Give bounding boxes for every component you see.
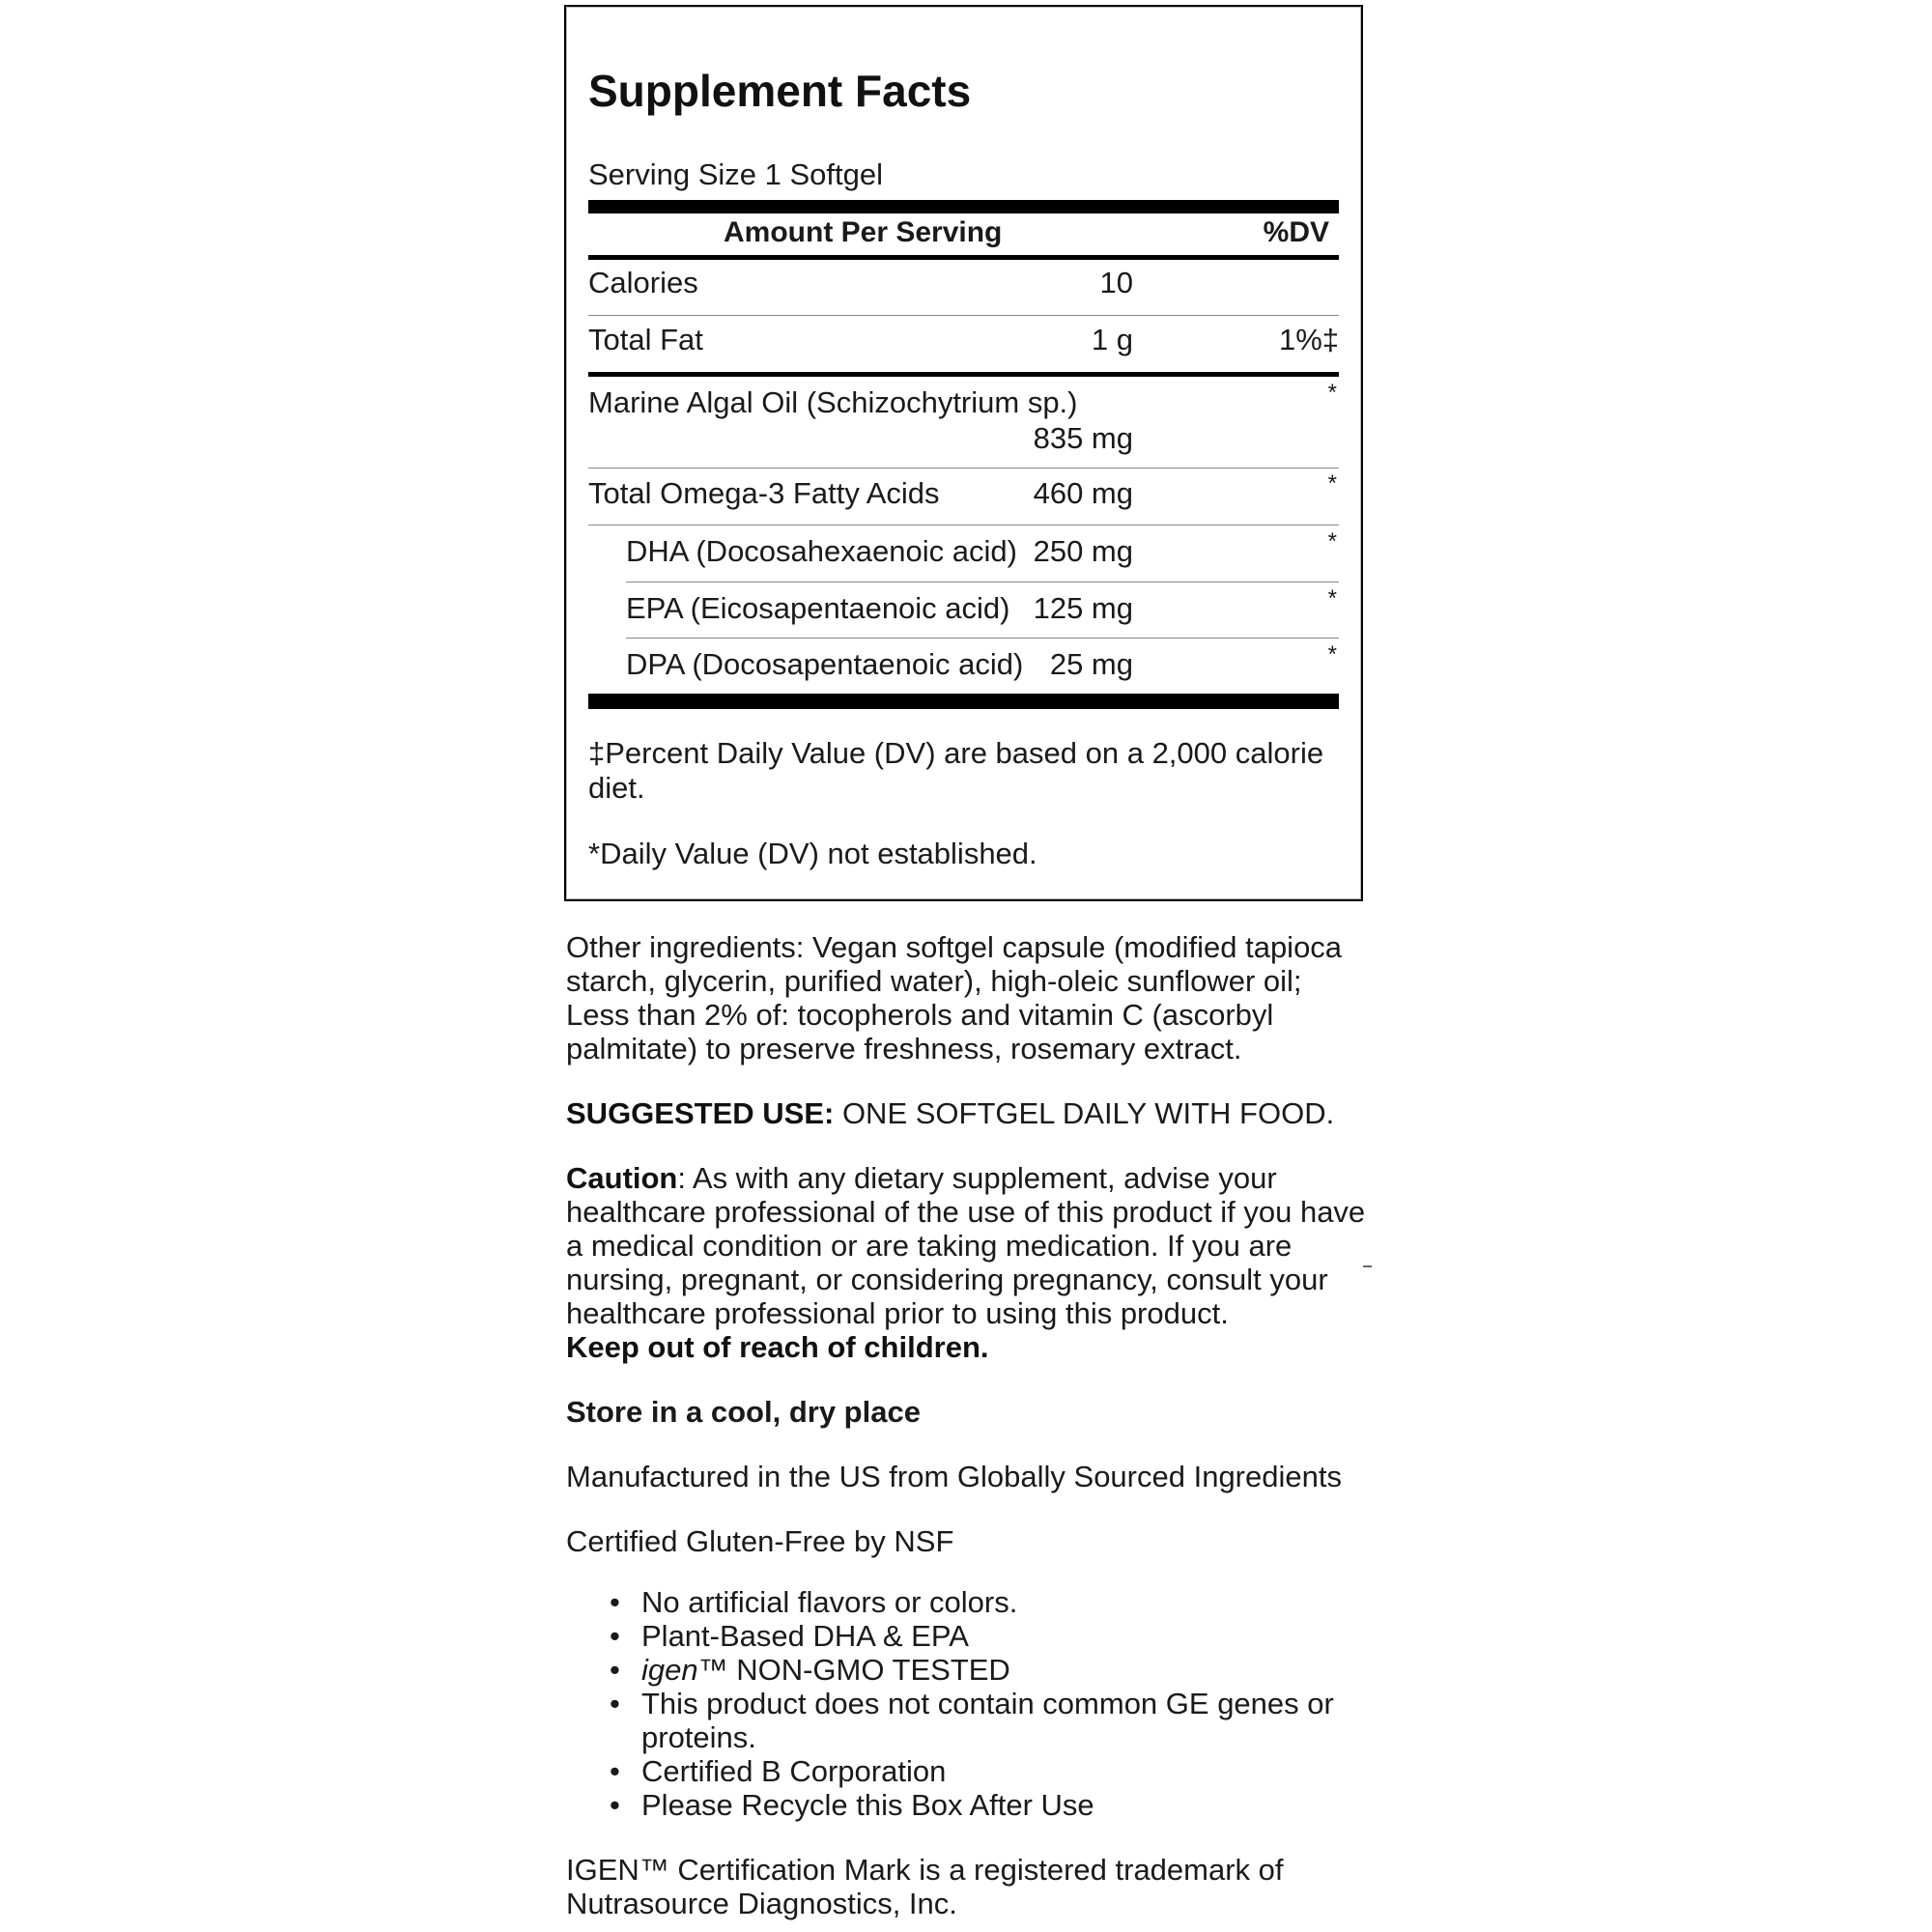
storage-note: Store in a cool, dry place	[566, 1395, 921, 1429]
facts-header-row	[588, 216, 1339, 257]
suggested-use-text: ONE SOFTGEL DAILY WITH FOOD.	[834, 1096, 1335, 1130]
row-amount: 835 mg	[1033, 421, 1133, 455]
amount-per-serving-header: Amount Per Serving	[724, 216, 1003, 248]
list-item: • Please Recycle this Box After Use	[610, 1788, 1094, 1822]
row-divider	[626, 638, 1339, 639]
row-dv: *	[1327, 470, 1337, 497]
bullet-icon: •	[610, 1754, 620, 1788]
row-divider	[588, 315, 1339, 316]
list-item: • No artificial flavors or colors.	[610, 1585, 1018, 1619]
igen-trademark-note: IGEN™ Certification Mark is a registered trademark of Nutrasource Diagnostics, Inc.	[566, 1853, 1284, 1920]
bullet-icon: •	[610, 1653, 620, 1687]
row-amount: 460 mg	[1033, 476, 1133, 510]
row-dv: *	[1327, 528, 1337, 554]
row-dv: *	[1327, 585, 1337, 611]
keep-out-of-reach: Keep out of reach of children.	[566, 1330, 989, 1364]
supplement-facts-panel	[564, 5, 1363, 901]
facts-row-algal-oil	[588, 380, 1339, 463]
row-divider	[588, 525, 1339, 526]
row-label: Total Fat	[588, 323, 703, 356]
caution-block	[566, 1161, 1368, 1364]
row-label: DPA (Docosapentaenoic acid)	[626, 647, 1024, 681]
row-label: Marine Algal Oil (Schizochytrium sp.)	[588, 385, 1078, 419]
header-divider	[588, 255, 1339, 260]
fat-divider	[588, 372, 1339, 377]
manufactured-note: Manufactured in the US from Globally Sourced Ingredients	[566, 1460, 1342, 1493]
caution-text: : As with any dietary supplement, advise your healthcare professional of the use of this product if you have a medical condition or are taking medication. If you are nursing, pregnant, or considering pregnancy, consult your healthcare professional prior to using this product.	[566, 1161, 1366, 1330]
other-ingredients: Other ingredients: Vegan softgel capsule (modified tapioca starch, glycerin, purified water), high-oleic sunflower oil; Less than 2% of: tocopherols and vitamin C (ascorbyl palmitate) to preserve freshness, rosemary extract.	[566, 930, 1343, 1065]
row-amount: 25 mg	[1049, 647, 1133, 681]
row-dv: *	[1327, 641, 1337, 668]
caution-label: Caution	[566, 1161, 678, 1195]
list-item: • Certified B Corporation	[610, 1754, 947, 1788]
row-amount: 1 g	[1091, 323, 1133, 356]
row-dv: *	[1327, 380, 1337, 406]
thick-divider	[588, 200, 1339, 213]
row-dv: 1%‡	[1278, 323, 1339, 356]
row-amount: 10	[1099, 266, 1133, 299]
list-item: • igen™ NON-GMO TESTED	[610, 1653, 1010, 1687]
suggested-use-label: SUGGESTED USE:	[566, 1096, 835, 1130]
row-label: EPA (Eicosapentaenoic acid)	[626, 591, 1010, 625]
scan-artifact	[1363, 1265, 1372, 1267]
row-amount: 125 mg	[1033, 591, 1133, 625]
row-divider	[588, 468, 1339, 469]
row-amount: 250 mg	[1033, 534, 1133, 568]
feature-list	[566, 1585, 1368, 1822]
list-item: • This product does not contain common GE genes or proteins.	[610, 1687, 1334, 1754]
thick-divider-bottom	[588, 694, 1339, 709]
dv-footnote: ‡Percent Daily Value (DV) are based on a 2,000 calorie diet.	[588, 736, 1324, 805]
bullet-icon: •	[610, 1687, 620, 1720]
facts-title: Supplement Facts	[588, 66, 972, 116]
row-label: Calories	[588, 266, 698, 299]
dv-header: %DV	[1263, 216, 1329, 248]
row-label: DHA (Docosahexaenoic acid)	[626, 534, 1017, 568]
suggested-use	[566, 1096, 1368, 1130]
list-item: • Plant-Based DHA & EPA	[610, 1619, 969, 1653]
gluten-free-note: Certified Gluten-Free by NSF	[566, 1524, 954, 1558]
bullet-icon: •	[610, 1585, 620, 1619]
igen-brand: igen	[641, 1653, 698, 1687]
row-label: Total Omega-3 Fatty Acids	[588, 476, 940, 510]
not-established-footnote: *Daily Value (DV) not established.	[588, 837, 1037, 870]
bullet-icon: •	[610, 1788, 620, 1822]
bullet-icon: •	[610, 1619, 620, 1653]
serving-size: Serving Size 1 Softgel	[588, 157, 884, 191]
